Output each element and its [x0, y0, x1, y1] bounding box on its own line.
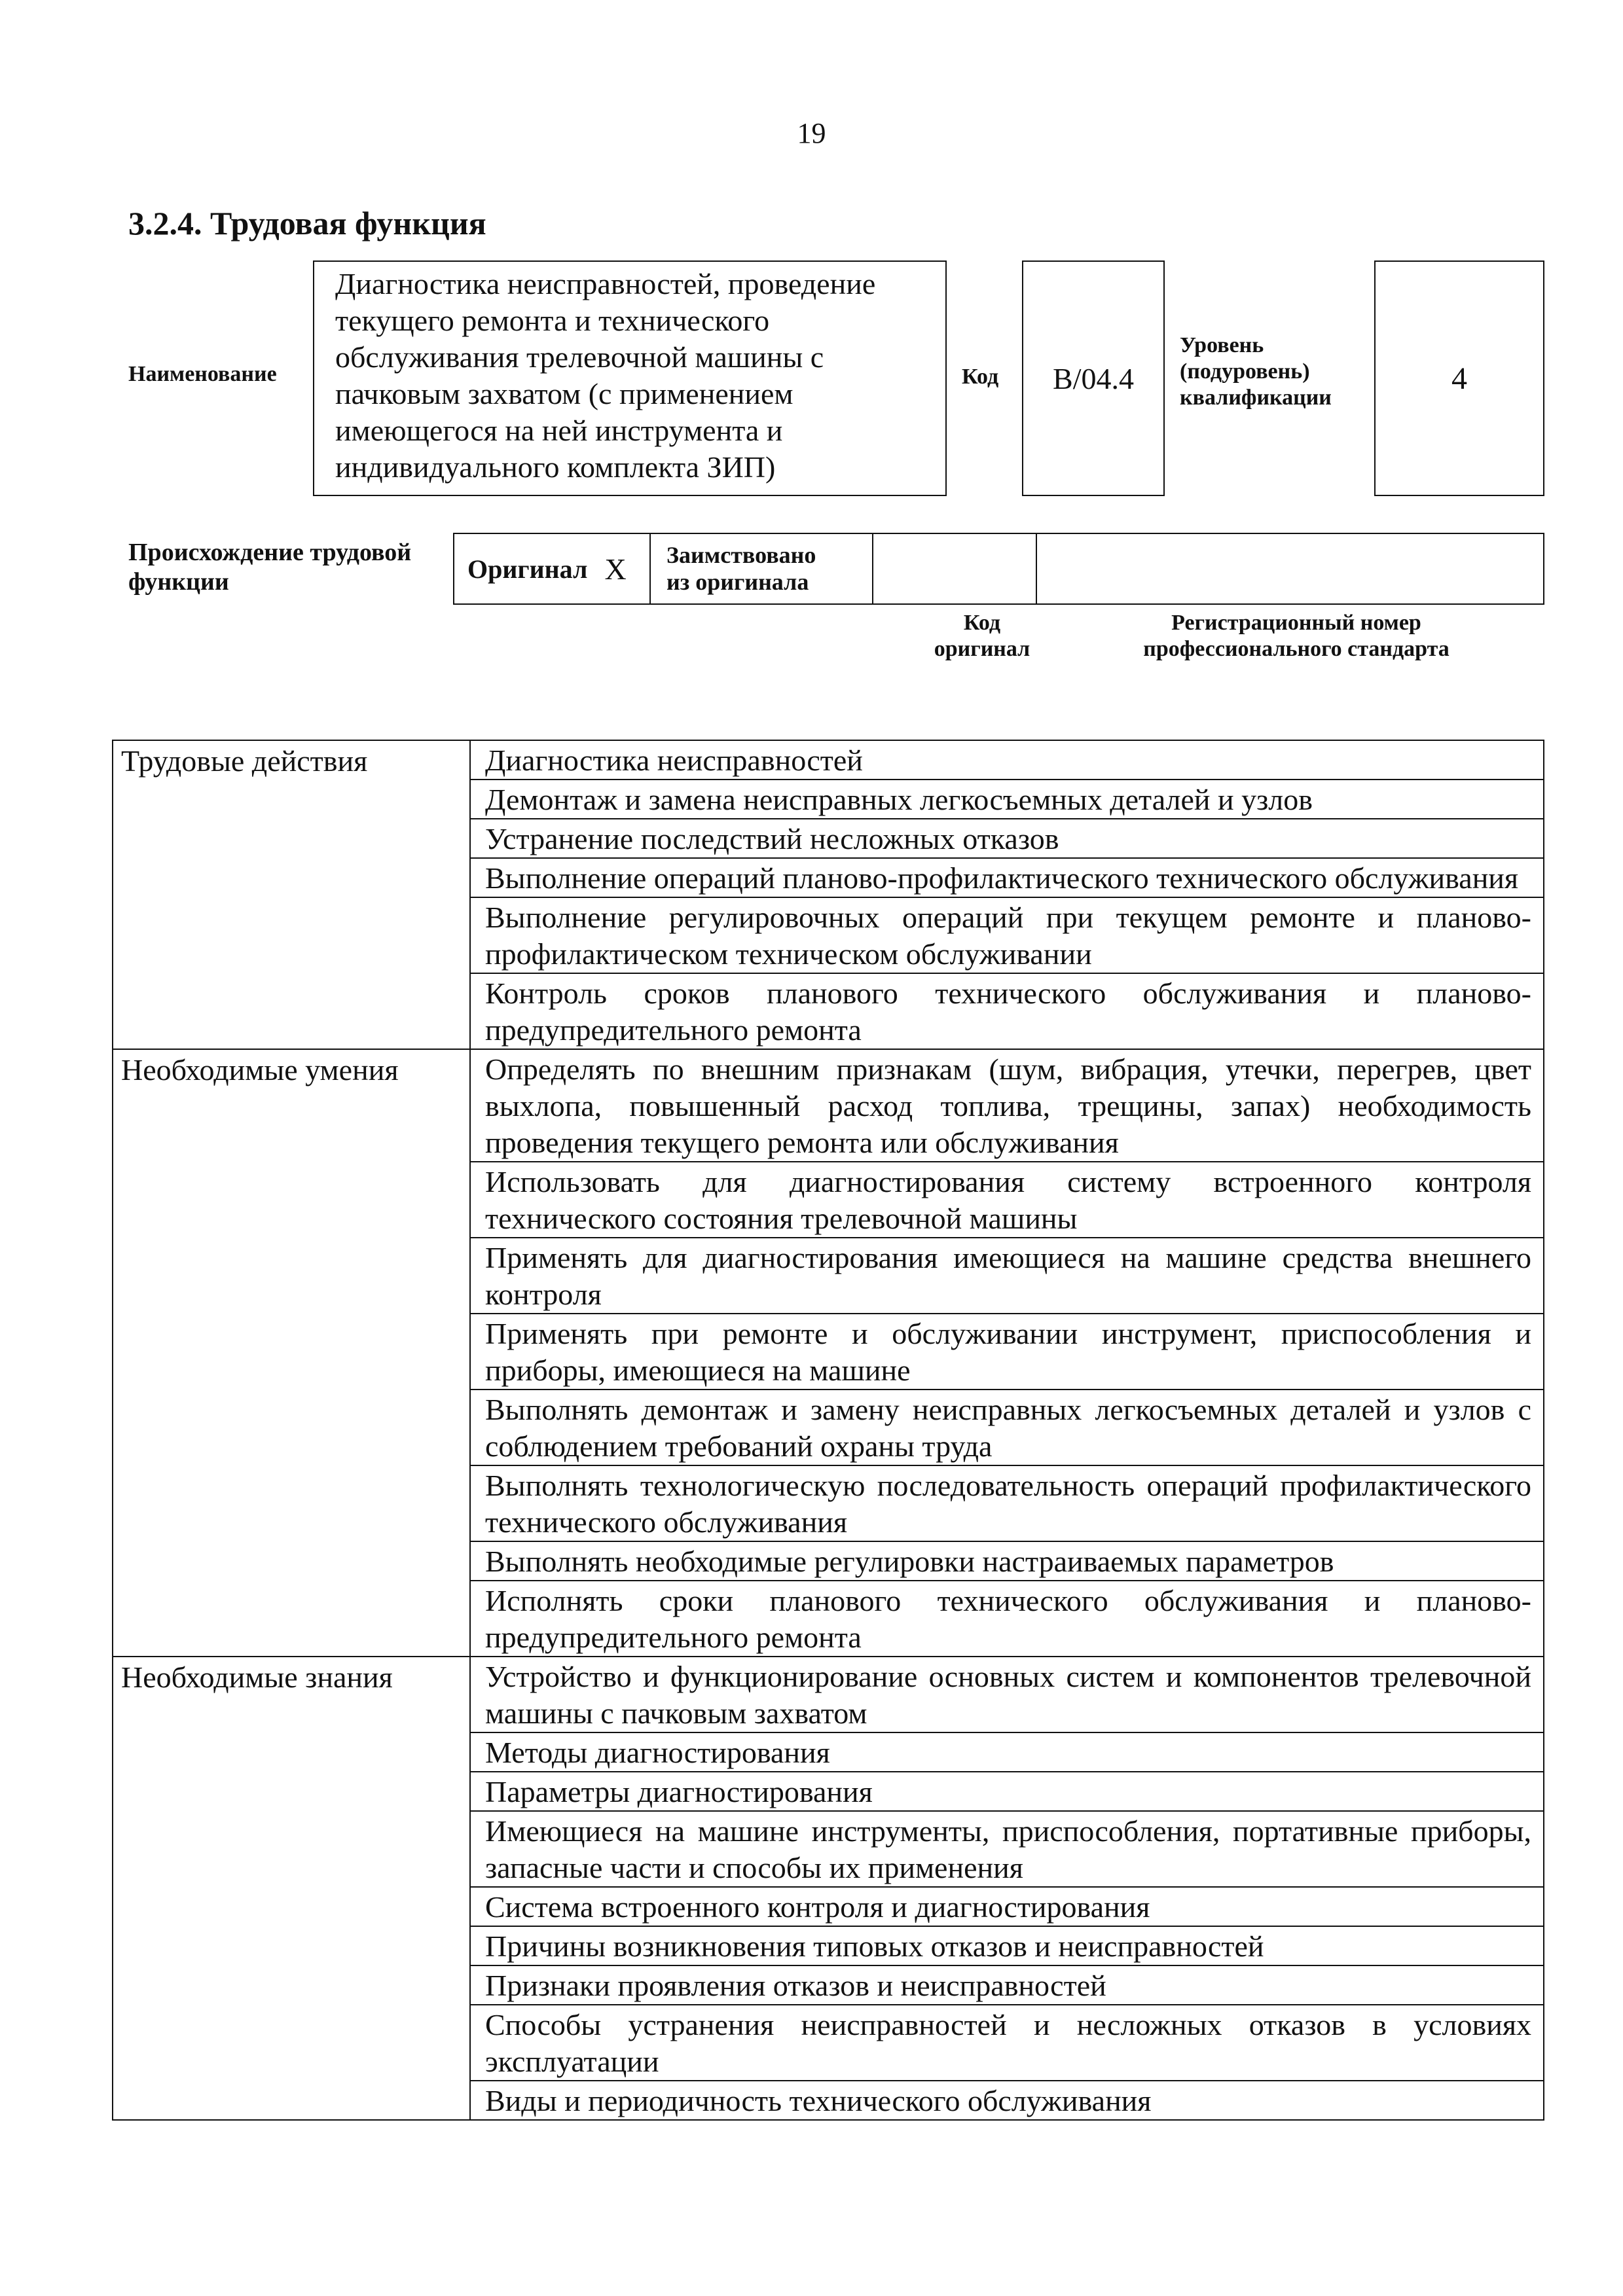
item-cell: Способы устранения неисправностей и несложных отказов в условиях эксплуатации [470, 2005, 1544, 2081]
origin-table [453, 533, 1544, 605]
item-cell: Исполнять сроки планового технического обслуживания и планово-предупредительного ремонта [470, 1581, 1544, 1657]
item-cell: Диагностика неисправностей [470, 740, 1544, 780]
item-cell: Устранение последствий несложных отказов [470, 819, 1544, 858]
item-cell: Выполнять технологическую последовательность операций профилактического технического обслуживания [470, 1465, 1544, 1541]
category-cell: Необходимые знания [113, 1657, 470, 2120]
name-label: Наименование [128, 362, 277, 386]
code-value: B/04.4 [1053, 361, 1134, 395]
item-cell: Определять по внешним признакам (шум, вибрация, утечки, перегрев, цвет выхлопа, повышенный расход топлива, трещины, запах) необходимость проведения текущего ремонта или обслуживания [470, 1049, 1544, 1162]
borrowed-label-line-2: из оригинала [666, 569, 809, 595]
level-label-line-1: Уровень [1180, 333, 1264, 357]
origin-label-line-2: функции [128, 567, 229, 596]
item-cell: Имеющиеся на машине инструменты, приспособления, портативные приборы, запасные части и способы их применения [470, 1811, 1544, 1887]
page-number: 19 [797, 117, 826, 149]
item-cell: Устройство и функционирование основных систем и компонентов трелевочной машины с пачковым захватом [470, 1657, 1544, 1732]
level-label [1180, 332, 1332, 411]
original-mark: X [604, 552, 627, 586]
category-cell: Необходимые умения [113, 1049, 470, 1657]
item-cell: Демонтаж и замена неисправных легкосъемных деталей и узлов [470, 780, 1544, 819]
item-cell: Параметры диагностирования [470, 1772, 1544, 1811]
item-cell: Признаки проявления отказов и неисправностей [470, 1965, 1544, 2005]
origin-label-line-1: Происхождение трудовой [128, 539, 412, 566]
item-cell: Использовать для диагностирования систему встроенного контроля технического состояния трелевочной машины [470, 1162, 1544, 1238]
level-label-line-3: квалификации [1180, 386, 1332, 410]
function-details-body [113, 740, 1544, 2120]
item-cell: Контроль сроков планового технического обслуживания и планово-предупредительного ремонта [470, 973, 1544, 1049]
function-name-text: Диагностика неисправностей, проведение текущего ремонта и технического обслуживания трелевочной машины с пачковым захватом (с применением имеющегося на ней инструмента и индивидуального комплекта ЗИП) [335, 267, 876, 484]
item-cell: Причины возникновения типовых отказов и неисправностей [470, 1926, 1544, 1965]
original-label: Оригинал [467, 554, 588, 584]
code-caption [897, 610, 1067, 662]
section-title: 3.2.4. Трудовая функция [128, 205, 486, 242]
code-label: Код [962, 365, 999, 389]
code-box [1022, 260, 1165, 496]
item-cell: Выполнять необходимые регулировки настраиваемых параметров [470, 1541, 1544, 1581]
item-cell: Система встроенного контроля и диагностирования [470, 1887, 1544, 1926]
reg-caption-line-2: профессионального стандарта [1143, 637, 1450, 662]
item-cell: Применять для диагностирования имеющиеся на машине средства внешнего контроля [470, 1238, 1544, 1314]
level-box [1374, 260, 1544, 496]
table-row [113, 1657, 1544, 1732]
registration-number-cell [1037, 534, 1543, 603]
borrowed-label-line-1: Заимствовано [666, 541, 816, 568]
code-caption-line-1: Код [963, 611, 1001, 635]
original-code-cell [873, 534, 1037, 603]
original-cell [454, 534, 651, 603]
item-cell: Выполнение операций планово-профилактического технического обслуживания [470, 858, 1544, 897]
origin-label [128, 538, 411, 597]
level-label-line-2: (подуровень) [1180, 359, 1310, 384]
item-cell: Методы диагностирования [470, 1732, 1544, 1772]
category-cell: Трудовые действия [113, 740, 470, 1049]
table-row [113, 1049, 1544, 1162]
table-row [113, 740, 1544, 780]
function-name-box [313, 260, 947, 496]
reg-caption-line-1: Регистрационный номер [1171, 611, 1421, 635]
item-cell: Выполнение регулировочных операций при текущем ремонте и планово-профилактическом техническом обслуживании [470, 897, 1544, 973]
item-cell: Применять при ремонте и обслуживании инструмент, приспособления и приборы, имеющиеся на машине [470, 1314, 1544, 1390]
registration-caption [1106, 610, 1486, 662]
code-caption-line-2: оригинал [934, 637, 1030, 662]
item-cell: Выполнять демонтаж и замену неисправных легкосъемных деталей и узлов с соблюдением требований охраны труда [470, 1390, 1544, 1465]
item-cell: Виды и периодичность технического обслуживания [470, 2081, 1544, 2120]
level-value: 4 [1451, 361, 1467, 396]
function-details-table [112, 740, 1544, 2121]
borrowed-cell [651, 534, 873, 603]
